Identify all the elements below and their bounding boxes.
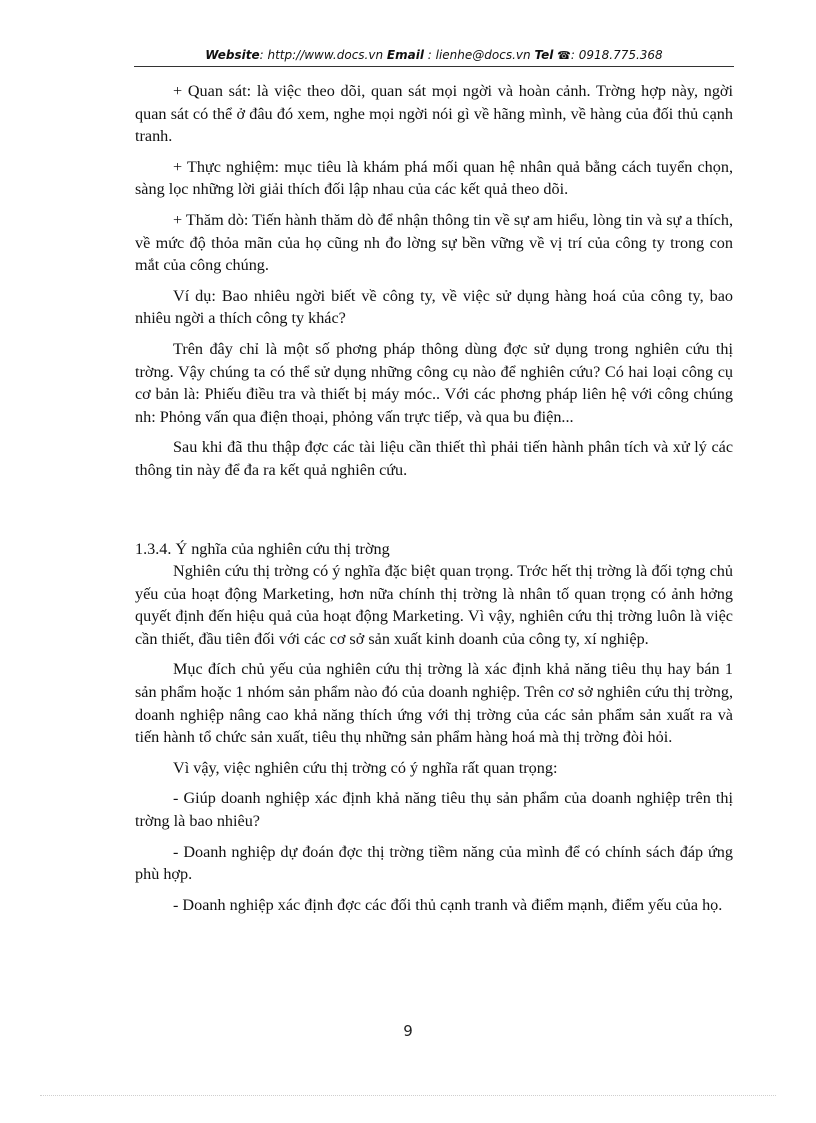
tel-label: Tel: [534, 48, 554, 62]
paragraph-analysis: Sau khi đã thu thập đợc các tài liệu cần thiết thì phải tiến hành phân tích và xử lý các thông tin này để đa ra kết quả nghiên cứu.: [135, 438, 733, 479]
website-value: : http://www.docs.vn: [259, 48, 384, 62]
tel-value: : 0918.775.368: [570, 48, 663, 62]
paragraph-experiment: + Thực nghiệm: mục tiêu là khám phá mối quan hệ nhân quả bằng cách tuyển chọn, sàng lọc những lời giải thích đối lập nhau của các kết quả theo dõi.: [135, 157, 733, 199]
telephone-icon: ☎: [557, 49, 571, 62]
paragraph-purpose: Mục đích chủ yếu của nghiên cứu thị trờng là xác định khả năng tiêu thụ hay bán 1 sản phẩm hoặc 1 nhóm sản phẩm nào đó của doanh nghiệp. Trên cơ sở nghiên cứu thị trờng, doanh nghiệp nâng cao khả năng thích ứng với thị trờng của các sản phẩm sản xuất ra và tiến hành tổ chức sản xuất, tiêu thụ những sản phẩm hàng hoá mà thị trờng đòi hỏi.: [135, 660, 733, 747]
bottom-divider: [40, 1095, 776, 1096]
email-value: : lienhe@docs.vn: [427, 48, 531, 62]
paragraph-methods: Trên đây chỉ là một số phơng pháp thông dùng đợc sử dụng trong nghiên cứu thị trờng. Vậy chúng ta có thể sử dụng những công cụ nào để nghiên cứu? Có hai loại công cụ cơ bản là: Phiếu điều tra và thiết bị máy móc.. Với các phơng pháp liên hệ với công chúng nh: Phỏng vấn qua điện thoại, phỏng vấn trực tiếp, và qua bu điện...: [135, 339, 733, 426]
bullet-item: - Doanh nghiệp xác định đợc các đối thủ cạnh tranh và điểm mạnh, điểm yếu của họ.: [173, 895, 723, 914]
bullet-item: - Doanh nghiệp dự đoán đợc thị trờng tiềm năng của mình để có chính sách đáp ứng phù hợp.: [135, 842, 733, 884]
paragraph-example: Ví dụ: Bao nhiêu ngời biết về công ty, về việc sử dụng hàng hoá của công ty, bao nhiêu ngời a thích công ty khác?: [135, 286, 733, 328]
paragraph-survey: + Thăm dò: Tiến hành thăm dò để nhận thông tin về sự am hiểu, lòng tin và sự a thích, về mức độ thỏa mãn của họ cũng nh đo lờng sự bền vững về vị trí của công ty trong con mắt của công chúng.: [135, 210, 733, 275]
paragraph-therefore: Vì vậy, việc nghiên cứu thị trờng có ý nghĩa rất quan trọng:: [173, 758, 558, 777]
bullet-item: - Giúp doanh nghiệp xác định khả năng tiêu thụ sản phẩm của doanh nghiệp trên thị trờng là bao nhiêu?: [135, 789, 733, 831]
page-number: 9: [403, 1022, 413, 1040]
document-body: [135, 80, 733, 924]
website-label: Website: [205, 48, 260, 62]
paragraph-importance: Nghiên cứu thị trờng có ý nghĩa đặc biệt quan trọng. Trớc hết thị trờng là đối tợng chủ yếu của hoạt động Marketing, hơn nữa chính thị trờng là nhân tố quan trọng có ảnh hởng quyết định đến hiệu quả của hoạt động Marketing. Vì vậy, nghiên cứu thị trờng luôn là việc cần thiết, đầu tiên đối với các cơ sở sản xuất kinh doanh của công ty, xí nghiệp.: [135, 562, 733, 648]
email-label: Email: [386, 48, 424, 62]
section-heading: 1.3.4. Ý nghĩa của nghiên cứu thị trờng: [135, 539, 390, 558]
paragraph-observation: + Quan sát: là việc theo dõi, quan sát mọi ngời và hoàn cảnh. Trờng hợp này, ngời quan sát có thể ở đâu đó xem, nghe mọi ngời nói gì về hãng mình, về hàng của đối thủ cạnh tranh.: [135, 82, 733, 146]
page-header: [134, 46, 734, 67]
